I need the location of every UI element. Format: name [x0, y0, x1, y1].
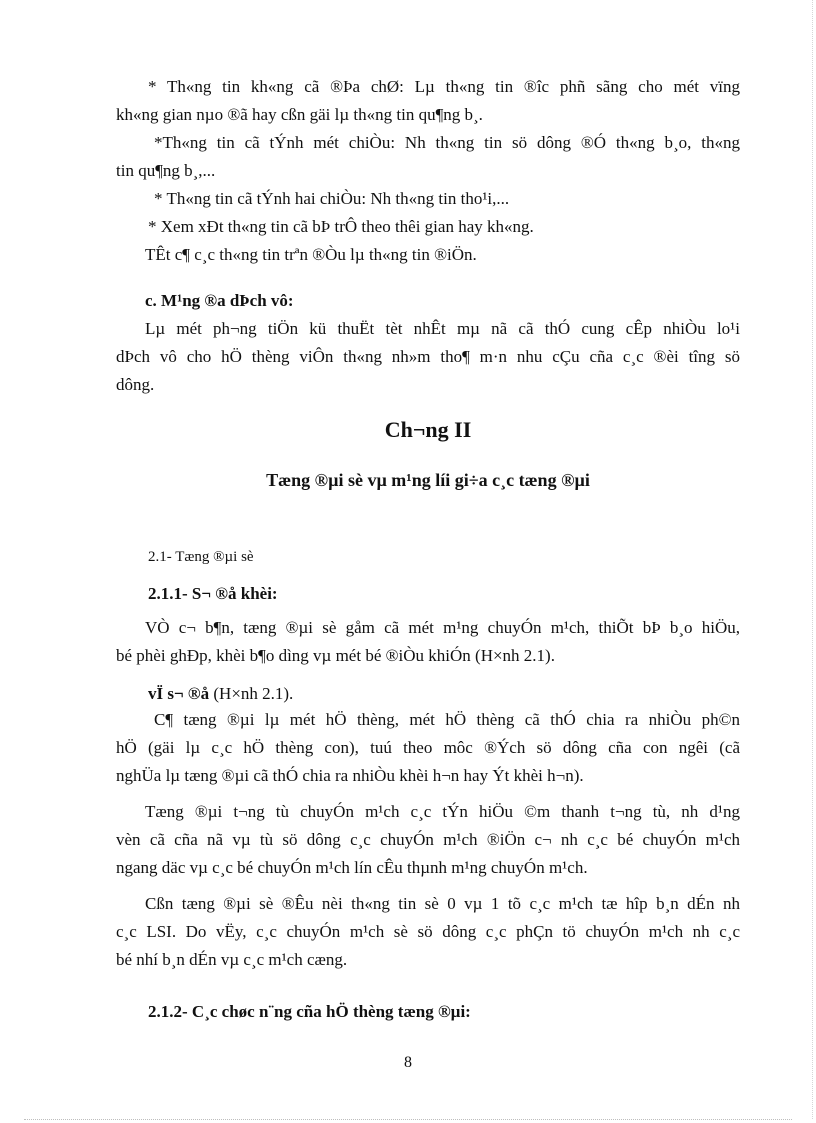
section-heading: 2.1.1- S¬ ®å khèi:: [148, 584, 278, 603]
text-line: vèn cã cña nã vµ tù sö dông c¸c chuyÓn m¹ch ®iÖn c¬ nh c¸c bé chuyÓn m¹ch: [116, 830, 740, 849]
figure-reference-bold: vÏ s¬ ®å: [148, 684, 210, 703]
figure-reference-text: (H×nh 2.1).: [209, 684, 294, 703]
text-line: dông.: [116, 375, 155, 394]
text-line: * Th«ng tin cã tÝnh hai chiÒu: Nh th«ng tin tho¹i,...: [154, 189, 510, 208]
text-line: bé phèi ghÐp, khèi b¶o dìng vµ mét bé ®iÒu khiÓn (H×nh 2.1).: [116, 646, 555, 665]
text-line: ngang däc vµ c¸c bé chuyÓn m¹ch lín cÊu thµnh m¹ng chuyÓn m¹ch.: [116, 858, 588, 877]
section-heading: 2.1.2- C¸c chøc n¨ng cña hÖ thèng tæng ®µi:: [148, 1002, 471, 1021]
text-line: Tæng ®µi t¬ng tù chuyÓn m¹ch c¸c tÝn hiÖu ©m thanh t¬ng tù, nh d¹ng: [145, 802, 740, 821]
text-line: nghÜa lµ tæng ®µi cã thÓ chia ra nhiÒu khèi h¬n hay Ýt khèi h¬n).: [116, 766, 584, 785]
section-heading: 2.1- Tæng ®µi sè: [148, 549, 254, 565]
text-line: *Th«ng tin cã tÝnh mét chiÒu: Nh th«ng tin sö dông ®Ó th«ng b¸o, th«ng: [154, 133, 740, 152]
text-line: Lµ mét ph¬ng tiÖn kü thuËt tèt nhÊt mµ nã cã thÓ cung cÊp nhiÒu lo¹i: [145, 319, 740, 338]
text-line: tin qu¶ng b¸,...: [116, 161, 216, 180]
page-number: 8: [404, 1054, 412, 1071]
chapter-subtitle: Tæng ®µi sè vµ m¹ng líi gi÷a c¸c tæng ®µi: [266, 470, 590, 490]
text-line: bé nhí b¸n dÉn vµ c¸c m¹ch cæng.: [116, 950, 348, 969]
text-line: dÞch vô cho hÖ thèng viÔn th«ng nh»m tho¶ m·n nhu cÇu cña c¸c ®èi tîng sö: [116, 347, 740, 366]
text-line: C¶ tæng ®µi lµ mét hÖ thèng, mét hÖ thèng cã thÓ chia ra nhiÒu ph©n: [154, 710, 740, 729]
text-line: VÒ c¬ b¶n, tæng ®µi sè gåm cã mét m¹ng chuyÓn m¹ch, thiÕt bÞ b¸o hiÖu,: [145, 618, 740, 637]
section-heading: c. M¹ng ®a dÞch vô:: [145, 291, 294, 310]
text-line: hÖ (gäi lµ c¸c hÖ thèng con), tuú theo môc ®Ých sö dông cña con ngêi (cã: [116, 738, 740, 757]
text-line: kh«ng gian nµo ®ã hay cßn gäi lµ th«ng tin qu¶ng b¸.: [116, 105, 483, 124]
text-line: * Th«ng tin kh«ng cã ®Þa chØ: Lµ th«ng tin ®îc phñ sãng cho mét vïng: [148, 77, 740, 96]
figure-reference: [148, 680, 740, 708]
page-edge-divider: [24, 1119, 792, 1120]
chapter-title: Ch¬ng II: [384, 417, 472, 442]
page-edge-divider: [812, 0, 813, 1119]
text-line: Cßn tæng ®µi sè ®Êu nèi th«ng tin sè 0 vµ 1 tõ c¸c m¹ch tæ hîp b¸n dÉn nh: [145, 894, 740, 913]
text-line: c¸c LSI. Do vËy, c¸c chuyÓn m¹ch sè sö dông c¸c phÇn tö chuyÓn m¹ch nh c¸c: [116, 922, 740, 941]
text-line: * Xem xÐt th«ng tin cã bÞ trÔ theo thêi gian hay kh«ng.: [148, 217, 534, 236]
text-line: TÊt c¶ c¸c th«ng tin trªn ®Òu lµ th«ng tin ®iÖn.: [145, 245, 477, 264]
